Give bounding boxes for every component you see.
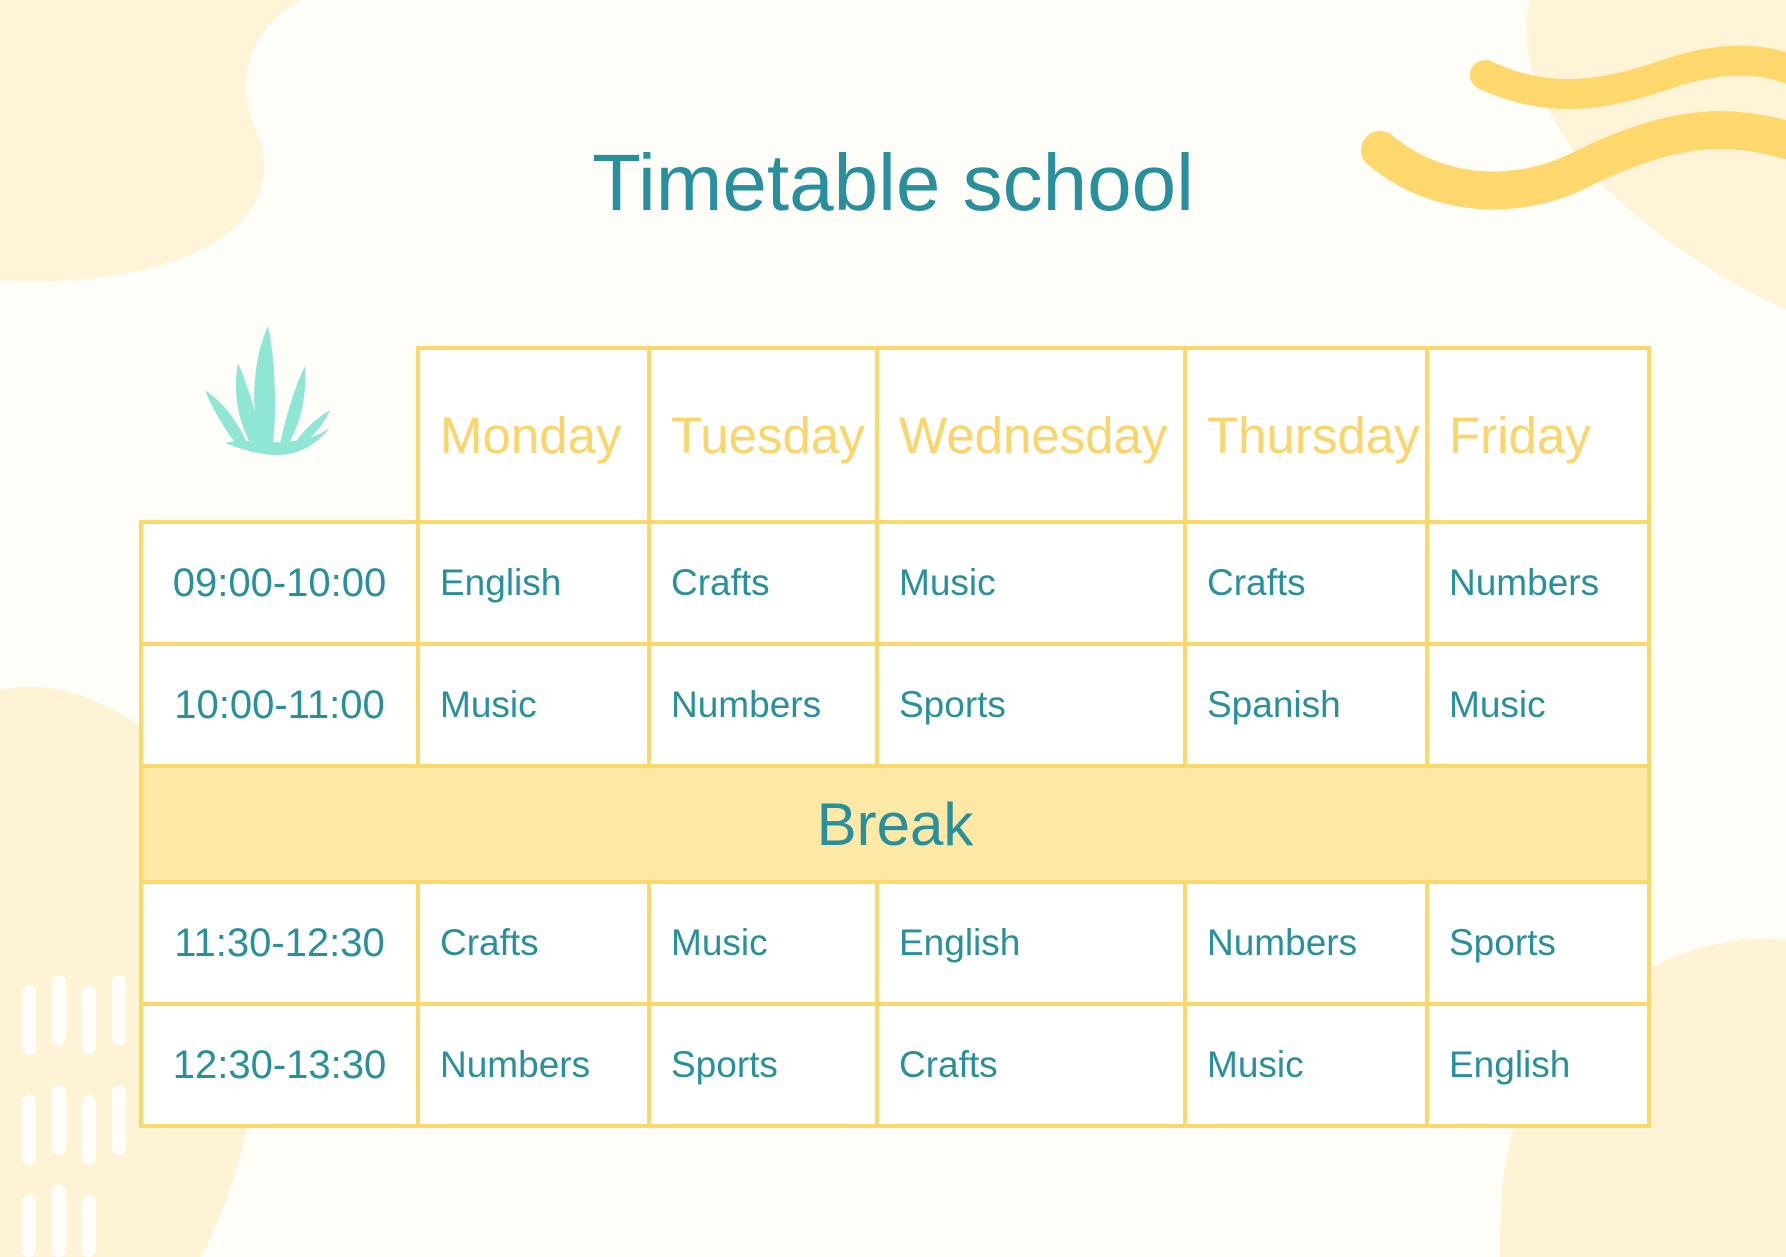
break-row xyxy=(141,766,1649,882)
subject-cell: Crafts xyxy=(418,882,649,1004)
time-slot: 12:30-13:30 xyxy=(141,1004,418,1126)
subject-cell: Music xyxy=(1185,1004,1427,1126)
subject-cell: Numbers xyxy=(418,1004,649,1126)
corner-cell xyxy=(141,348,418,522)
subject-cell: Crafts xyxy=(649,522,877,644)
subject-cell: Sports xyxy=(649,1004,877,1126)
timetable xyxy=(139,346,1651,1128)
day-header-tuesday: Tuesday xyxy=(649,348,877,522)
lesson-row xyxy=(141,1004,1649,1126)
lesson-row xyxy=(141,644,1649,766)
subject-cell: Numbers xyxy=(649,644,877,766)
lesson-row xyxy=(141,522,1649,644)
day-header-wednesday: Wednesday xyxy=(877,348,1185,522)
subject-cell: English xyxy=(418,522,649,644)
subject-cell: Music xyxy=(877,522,1185,644)
time-slot: 09:00-10:00 xyxy=(141,522,418,644)
subject-cell: Music xyxy=(1427,644,1649,766)
subject-cell: Music xyxy=(418,644,649,766)
break-label: Break xyxy=(141,766,1649,882)
subject-cell: Music xyxy=(649,882,877,1004)
day-header-thursday: Thursday xyxy=(1185,348,1427,522)
subject-cell: Numbers xyxy=(1427,522,1649,644)
subject-cell: Sports xyxy=(877,644,1185,766)
subject-cell: Spanish xyxy=(1185,644,1427,766)
subject-cell: Crafts xyxy=(877,1004,1185,1126)
day-header-friday: Friday xyxy=(1427,348,1649,522)
day-header-row xyxy=(141,348,1649,522)
subject-cell: Sports xyxy=(1427,882,1649,1004)
time-slot: 11:30-12:30 xyxy=(141,882,418,1004)
subject-cell: Crafts xyxy=(1185,522,1427,644)
day-header-monday: Monday xyxy=(418,348,649,522)
subject-cell: English xyxy=(1427,1004,1649,1126)
subject-cell: Numbers xyxy=(1185,882,1427,1004)
time-slot: 10:00-11:00 xyxy=(141,644,418,766)
lesson-row xyxy=(141,882,1649,1004)
subject-cell: English xyxy=(877,882,1185,1004)
page-title: Timetable school xyxy=(592,138,1194,227)
